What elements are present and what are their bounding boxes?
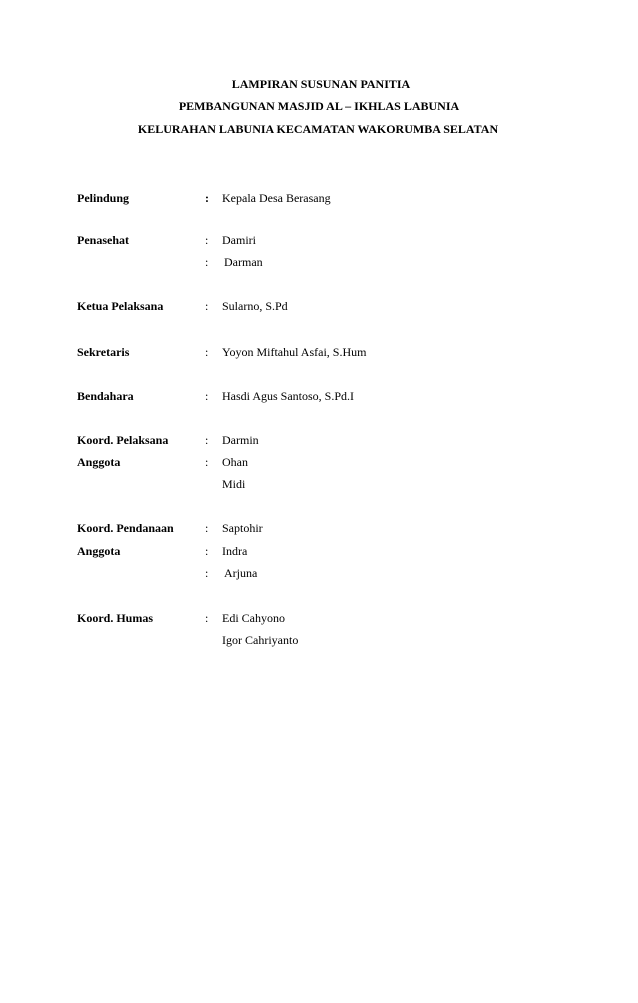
role-label: Anggota (77, 455, 121, 469)
colon-separator: : (205, 455, 209, 469)
committee-row-koord-pelaksana (0, 432, 638, 448)
member-name: Midi (222, 477, 246, 491)
committee-row-bendahara (0, 388, 638, 404)
committee-row-koord-humas (0, 610, 638, 626)
role-label: Koord. Pelaksana (77, 433, 169, 447)
colon-separator: : (205, 233, 209, 247)
committee-row-ketua-pelaksana (0, 298, 638, 314)
committee-row-anggota-pelaksana-2 (0, 476, 638, 492)
role-label: Ketua Pelaksana (77, 299, 164, 313)
member-name: Darman (224, 255, 263, 269)
role-label: Sekretaris (77, 345, 130, 359)
header-line-3: KELURAHAN LABUNIA KECAMATAN WAKORUMBA SELATAN (137, 122, 499, 136)
role-label: Penasehat (77, 233, 129, 247)
member-name: Arjuna (224, 566, 258, 580)
colon-separator: : (205, 521, 209, 535)
member-name: Damiri (222, 233, 256, 247)
committee-row-anggota-pendanaan-2 (0, 565, 638, 581)
header-line-2: PEMBANGUNAN MASJID AL – IKHLAS LABUNIA (178, 99, 460, 113)
member-name: Darmin (222, 433, 259, 447)
committee-row-sekretaris (0, 344, 638, 360)
member-name: Ohan (222, 455, 248, 469)
member-name: Igor Cahriyanto (222, 633, 299, 647)
committee-row-humas-2 (0, 632, 638, 648)
member-name: Yoyon Miftahul Asfai, S.Hum (222, 345, 367, 359)
committee-row-penasehat (0, 232, 638, 248)
committee-row-anggota-pelaksana (0, 454, 638, 470)
colon-separator: : (205, 389, 209, 403)
member-name: Sularno, S.Pd (222, 299, 288, 313)
committee-row-penasehat-2 (0, 254, 638, 270)
colon-separator: : (205, 345, 209, 359)
colon-separator: : (205, 566, 209, 580)
member-name: Indra (222, 544, 248, 558)
role-label: Koord. Pendanaan (77, 521, 174, 535)
member-name: Hasdi Agus Santoso, S.Pd.I (222, 389, 355, 403)
colon-separator: : (205, 433, 209, 447)
member-name: Kepala Desa Berasang (222, 191, 331, 205)
colon-separator: : (205, 255, 209, 269)
committee-row-pelindung (0, 190, 638, 206)
committee-row-koord-pendanaan (0, 520, 638, 536)
colon-separator: : (205, 611, 209, 625)
member-name: Saptohir (222, 521, 263, 535)
colon-separator: : (205, 299, 209, 313)
header-line-1: LAMPIRAN SUSUNAN PANITIA (231, 77, 411, 91)
role-label: Pelindung (77, 191, 130, 205)
committee-row-anggota-pendanaan (0, 543, 638, 559)
colon-separator: : (205, 191, 209, 205)
colon-separator: : (205, 544, 209, 558)
role-label: Anggota (77, 544, 121, 558)
role-label: Koord. Humas (77, 611, 154, 625)
member-name: Edi Cahyono (222, 611, 285, 625)
role-label: Bendahara (77, 389, 134, 403)
